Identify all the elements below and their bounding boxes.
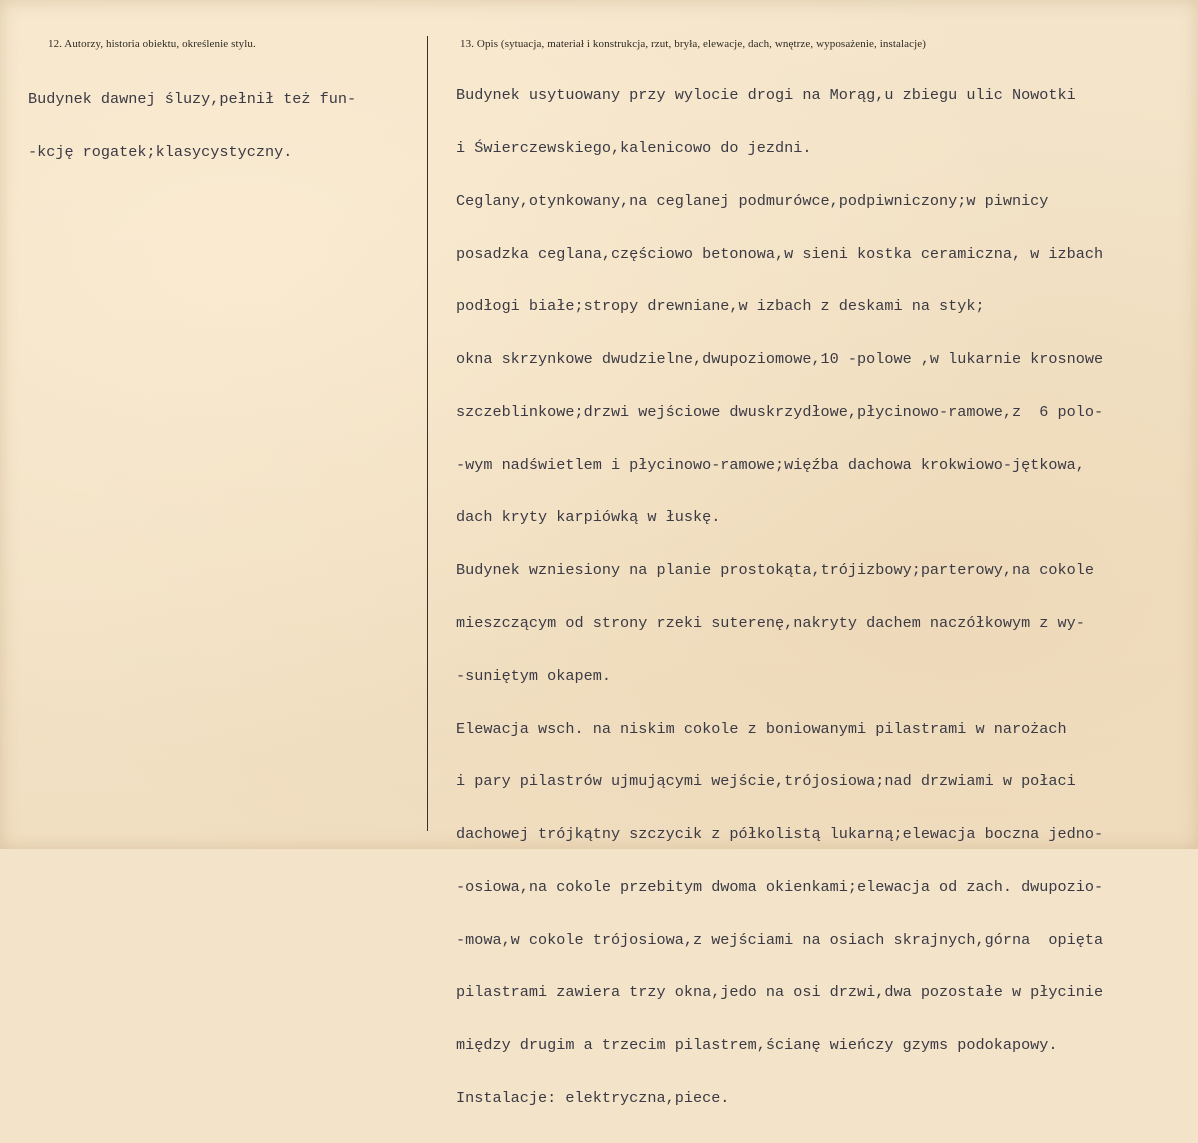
section-13-line: posadzka ceglana,częściowo betonowa,w sieni kostka ceramiczna, w izbach [456, 244, 1104, 263]
section-13-line: podłogi białe;stropy drewniane,w izbach z deskami na styk; [456, 297, 985, 316]
section-13-line: dachowej trójkątny szczycik z półkolistą lukarną;elewacja boczna jedno- [456, 825, 1104, 844]
section-12-heading: 12. Autorzy, historia obiektu, określenie stylu. [48, 38, 256, 50]
section-12-text [28, 56, 356, 197]
section-12-line: Budynek dawnej śluzy,pełnił też fun- [28, 90, 357, 109]
column-divider [427, 36, 428, 831]
section-13-line: między drugim a trzecim pilastrem,ścianę wieńczy gzyms podokapowy. [456, 1036, 1058, 1055]
section-13-line: -suniętym okapem. [456, 666, 611, 685]
section-13-line: Ceglany,otynkowany,na ceglanej podmurówce,podpiwniczony;w piwnicy [456, 191, 1049, 210]
section-13-text [456, 52, 1103, 1143]
section-13-line: i Świerczewskiego,kalenicowo do jezdni. [456, 138, 812, 157]
section-13-heading: 13. Opis (sytuacja, materiał i konstrukcja, rzut, bryła, elewacje, dach, wnętrze, wyposażenie, instalacje) [460, 38, 926, 50]
section-13-line: i pary pilastrów ujmującymi wejście,trójosiowa;nad drzwiami w połaci [456, 772, 1076, 791]
section-13-line: szczeblinkowe;drzwi wejściowe dwuskrzydłowe,płycinowo-ramowe,z 6 polo- [456, 402, 1104, 421]
section-13-line: okna skrzynkowe dwudzielne,dwupoziomowe,10 -polowe ,w lukarnie krosnowe [456, 350, 1104, 369]
section-13-line: Budynek usytuowany przy wylocie drogi na Morąg,u zbiegu ulic Nowotki [456, 86, 1076, 105]
section-13-line: Instalacje: elektryczna,piece. [456, 1089, 730, 1108]
section-13-line: mieszczącym od strony rzeki suterenę,nakryty dachem naczółkowym z wy- [456, 614, 1085, 632]
section-13-line: pilastrami zawiera trzy okna,jedo na osi drzwi,dwa pozostałe w płycinie [456, 983, 1104, 1002]
section-13-line: -mowa,w cokole trójosiowa,z wejściami na osiach skrajnych,górna opięta [456, 930, 1104, 949]
section-13-line: -osiowa,na cokole przebitym dwoma okienkami;elewacja od zach. dwupozio- [456, 877, 1104, 896]
section-13-line: Budynek wzniesiony na planie prostokąta,trójizbowy;parterowy,na cokole [456, 561, 1094, 580]
section-13-line: dach kryty karpiówką w łuskę. [456, 508, 721, 527]
section-12-line: -kcję rogatek;klasycystyczny. [28, 142, 293, 161]
section-13-line: Elewacja wsch. na niskim cokole z boniowanymi pilastrami w narożach [456, 719, 1067, 738]
section-13-line: -wym nadświetlem i płycinowo-ramowe;więźba dachowa krokwiowo-jętkowa, [456, 455, 1085, 474]
